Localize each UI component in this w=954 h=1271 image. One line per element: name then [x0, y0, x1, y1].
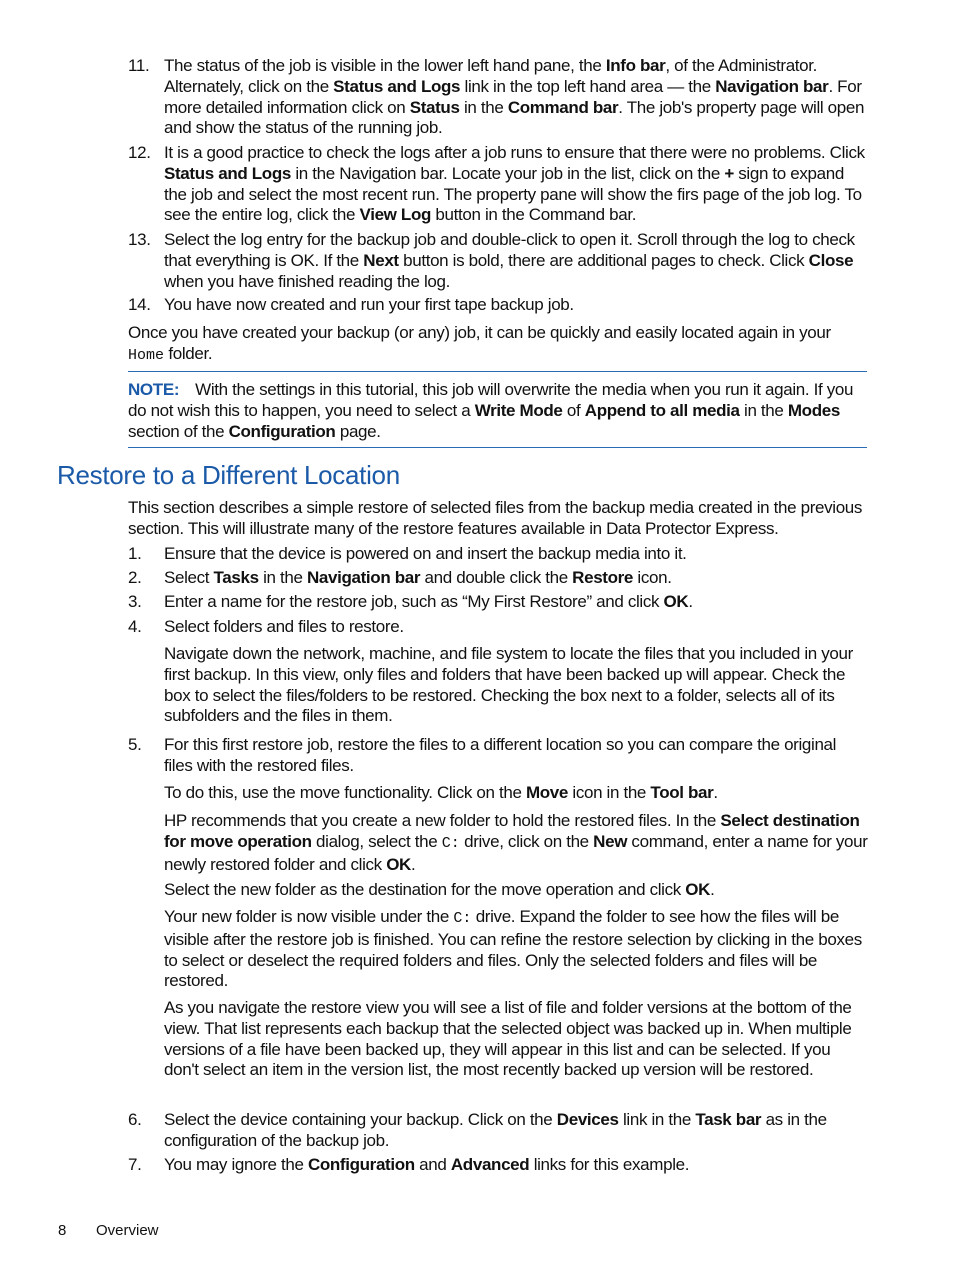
step-number: 4.	[128, 617, 142, 636]
step-4-detail: Navigate down the network, machine, and file system to locate the files that you included in your first backup. In this view, only files and folders that have been backed up will appear. Check the box to select the files/folders to be restored. Checking the box next to a folder, selects all of its subfolders and the files in them.	[164, 644, 853, 726]
step-text: Select the log entry for the backup job and double-click to open it. Scroll through the log to check that everything is OK. If the Next button is bold, there are additional pages to check. Click Close when you have finished reading the log.	[164, 230, 855, 291]
section-intro: This section describes a simple restore of selected files from the backup media created in the previous section. This will illustrate many of the restore features available in Data Protector Express.	[128, 498, 863, 538]
step-5-detail: Your new folder is now visible under the C: drive. Expand the folder to see how the files will be visible after the restore job is finished. You can refine the restore selection by clicking in the boxes to select or deselect the required folders and files. Only the selected folders and files will be restored.	[164, 907, 862, 991]
step-text: Select Tasks in the Navigation bar and double click the Restore icon.	[164, 568, 672, 587]
step-5-detail: To do this, use the move functionality. Click on the Move icon in the Tool bar.	[164, 783, 718, 802]
step-number: 7.	[128, 1155, 142, 1174]
step-text: The status of the job is visible in the lower left hand pane, the Info bar, of the Administrator. Alternately, click on the Status and Logs link in the top left hand area — the Navigation bar. For more detailed information click on Status in the Command bar. The job's property page will open and show the status of the running job.	[164, 56, 865, 138]
step-number: 1.	[128, 544, 142, 563]
step-number: 11.	[128, 56, 150, 75]
note-body: With the settings in this tutorial, this job will overwrite the media when you run it again. If you do not wish this to happen, you need to select a Write Mode of Append to all media in the Modes section of the Configuration page.	[128, 380, 854, 441]
step-text: For this first restore job, restore the files to a different location so you can compare the original files with the restored files.	[164, 735, 837, 775]
step-number: 14.	[128, 295, 151, 314]
step-5-detail: HP recommends that you create a new folder to hold the restored files. In the Select destination for move operation dialog, select the C: drive, click on the New command, enter a name for your newly restored folder and click OK.	[164, 811, 868, 874]
note-text	[128, 380, 867, 442]
footer-section: Overview	[96, 1222, 159, 1239]
step-number: 5.	[128, 735, 142, 754]
step-text: It is a good practice to check the logs after a job runs to ensure that there were no problems. Click Status and Logs in the Navigation bar. Locate your job in the list, click on the + sign to expand the job and select the most recent run. The property pane will show the firs page of the job log. To see the entire log, click the View Log button in the Command bar.	[164, 143, 865, 225]
step-text: Enter a name for the restore job, such as “My First Restore” and click OK.	[164, 592, 693, 611]
step-text: You have now created and run your first tape backup job.	[164, 295, 574, 314]
step-text: Select folders and files to restore.	[164, 617, 404, 636]
note-box	[128, 371, 867, 448]
step-text: You may ignore the Configuration and Advanced links for this example.	[164, 1155, 690, 1174]
step-number: 3.	[128, 592, 142, 611]
note-label: NOTE:	[128, 380, 180, 399]
step-number: 12.	[128, 143, 151, 162]
step-number: 2.	[128, 568, 142, 587]
step-5-detail: As you navigate the restore view you will see a list of file and folder versions at the bottom of the view. That list represents each backup that the selected object was backed up in. When multiple versions of a file have been backed up, they will appear in this list and can be selected. If you don't select an item in the version list, the most recently backed up version will be restored.	[164, 998, 852, 1080]
step-5-detail: Select the new folder as the destination for the move operation and click OK.	[164, 880, 715, 899]
step-number: 13.	[128, 230, 151, 249]
section-heading: Restore to a Different Location	[57, 460, 400, 490]
step-text: Ensure that the device is powered on and insert the backup media into it.	[164, 544, 687, 563]
closing-paragraph: Once you have created your backup (or any) job, it can be quickly and easily located again in your Home folder.	[128, 323, 831, 364]
step-text: Select the device containing your backup. Click on the Devices link in the Task bar as in the configuration of the backup job.	[164, 1110, 827, 1150]
page-number: 8	[58, 1222, 67, 1239]
step-number: 6.	[128, 1110, 142, 1129]
